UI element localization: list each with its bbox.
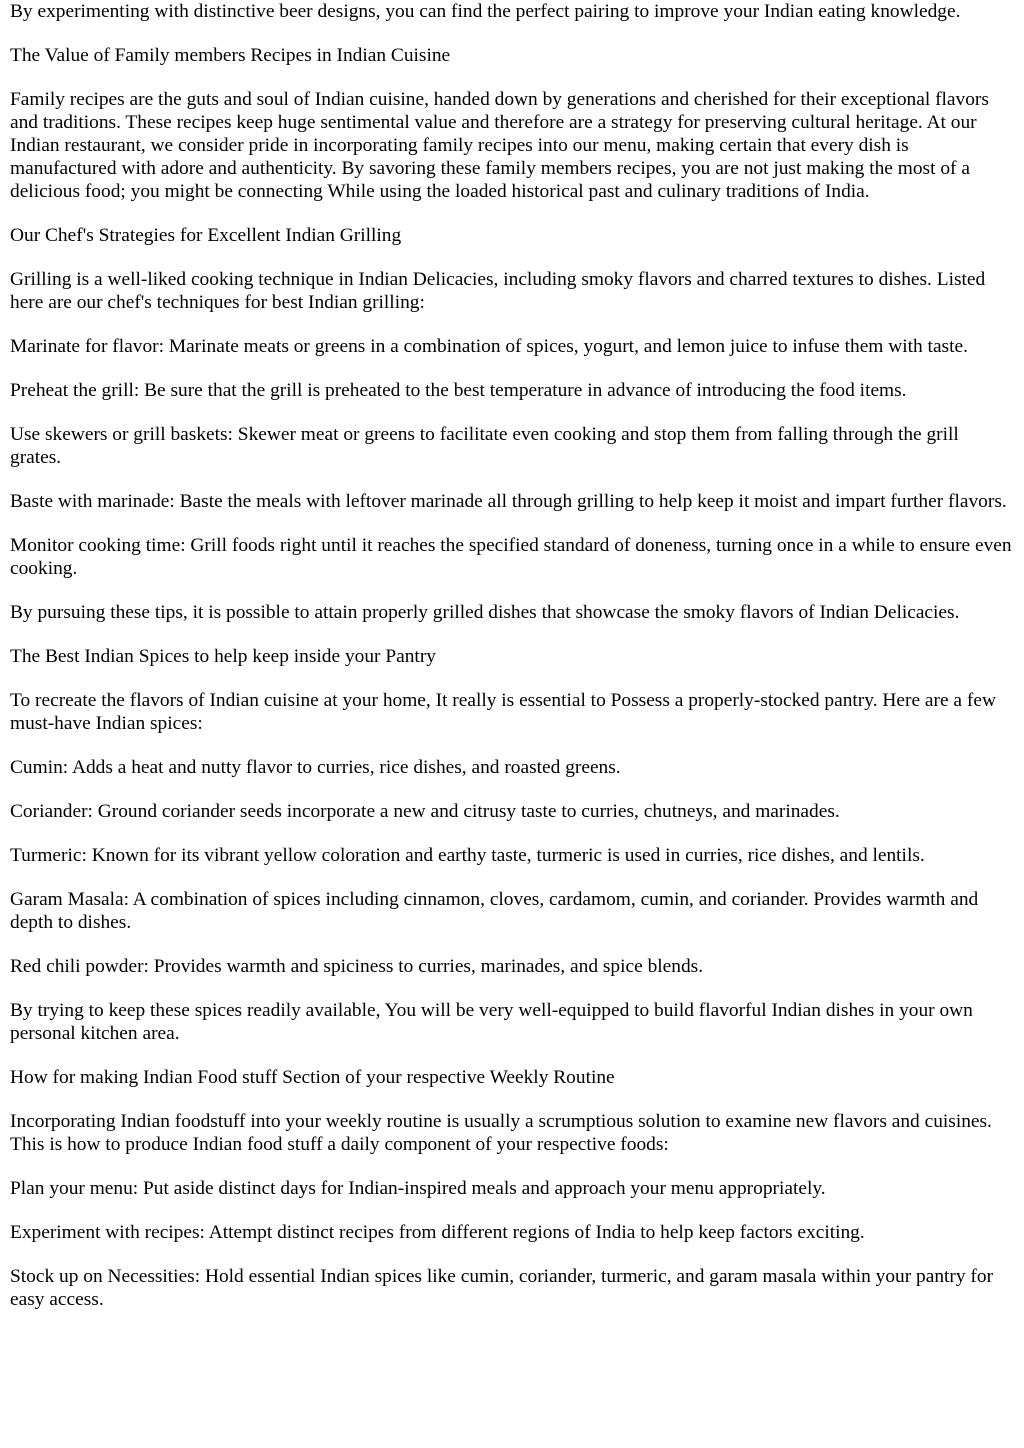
heading-spices: The Best Indian Spices to help keep inside your Pantry	[10, 646, 436, 667]
spice-coriander: Coriander: Ground coriander seeds incorporate a new and citrusy taste to curries, chutneys, and marinades.	[10, 801, 840, 822]
spice-cumin: Cumin: Adds a heat and nutty flavor to curries, rice dishes, and roasted greens.	[10, 757, 621, 778]
tip-preheat: Preheat the grill: Be sure that the grill is preheated to the best temperature in advance of introducing the food items.	[10, 380, 907, 401]
tip-marinate: Marinate for flavor: Marinate meats or greens in a combination of spices, yogurt, and lemon juice to infuse them with taste.	[10, 336, 968, 357]
paragraph-beer-pairing: By experimenting with distinctive beer designs, you can find the perfect pairing to improve your Indian eating knowledge.	[10, 1, 961, 22]
routine-experiment: Experiment with recipes: Attempt distinct recipes from different regions of India to help keep factors exciting.	[10, 1222, 865, 1243]
routine-plan-menu: Plan your menu: Put aside distinct days for Indian-inspired meals and approach your menu appropriately.	[10, 1178, 826, 1199]
tip-monitor: Monitor cooking time: Grill foods right until it reaches the specified standard of doneness, turning once in a while to ensure even cooking.	[10, 535, 1012, 579]
paragraph-spices-intro: To recreate the flavors of Indian cuisine at your home, It really is essential to Possess a properly-stocked pantry. Here are a few must-have Indian spices:	[10, 690, 996, 734]
paragraph-grilling-intro: Grilling is a well-liked cooking technique in Indian Delicacies, including smoky flavors and charred textures to dishes. Listed here are our chef's techniques for best Indian grilling:	[10, 269, 986, 313]
spice-red-chili: Red chili powder: Provides warmth and spiciness to curries, marinades, and spice blends.	[10, 956, 704, 977]
tip-baste: Baste with marinade: Baste the meals with leftover marinade all through grilling to help keep it moist and impart further flavors.	[10, 491, 1007, 512]
spice-garam-masala: Garam Masala: A combination of spices including cinnamon, cloves, cardamom, cumin, and coriander. Provides warmth and depth to dishes.	[10, 889, 979, 933]
heading-weekly-routine: How for making Indian Food stuff Section of your respective Weekly Routine	[10, 1067, 615, 1088]
heading-family-recipes: The Value of Family members Recipes in Indian Cuisine	[10, 45, 451, 66]
spice-turmeric: Turmeric: Known for its vibrant yellow coloration and earthy taste, turmeric is used in curries, rice dishes, and lentils.	[10, 845, 925, 866]
paragraph-grilling-summary: By pursuing these tips, it is possible to attain properly grilled dishes that showcase the smoky flavors of Indian Delicacies.	[10, 602, 960, 623]
paragraph-weekly-intro: Incorporating Indian foodstuff into your weekly routine is usually a scrumptious solution to examine new flavors and cuisines. This is how to produce Indian food stuff a daily component of your respective foods:	[10, 1111, 992, 1155]
paragraph-spices-summary: By trying to keep these spices readily available, You will be very well-equipped to build flavorful Indian dishes in your own personal kitchen area.	[10, 1000, 973, 1044]
heading-grilling-strategies: Our Chef's Strategies for Excellent Indian Grilling	[10, 225, 402, 246]
paragraph-family-recipes: Family recipes are the guts and soul of Indian cuisine, handed down by generations and cherished for their exceptional flavors and traditions. These recipes keep huge sentimental value and therefore are a strategy for preserving cultural heritage. At our Indian restaurant, we consider pride in incorporating family recipes into our menu, making certain that every dish is manufactured with adore and authenticity. By savoring these family members recipes, you are not just making the most of a delicious food; you might be connecting While using the loaded historical past and culinary traditions of India.	[10, 89, 989, 202]
routine-stock-up: Stock up on Necessities: Hold essential Indian spices like cumin, coriander, turmeric, and garam masala within your pantry for easy access.	[10, 1266, 994, 1310]
tip-skewers: Use skewers or grill baskets: Skewer meat or greens to facilitate even cooking and stop them from falling through the grill grates.	[10, 424, 959, 468]
